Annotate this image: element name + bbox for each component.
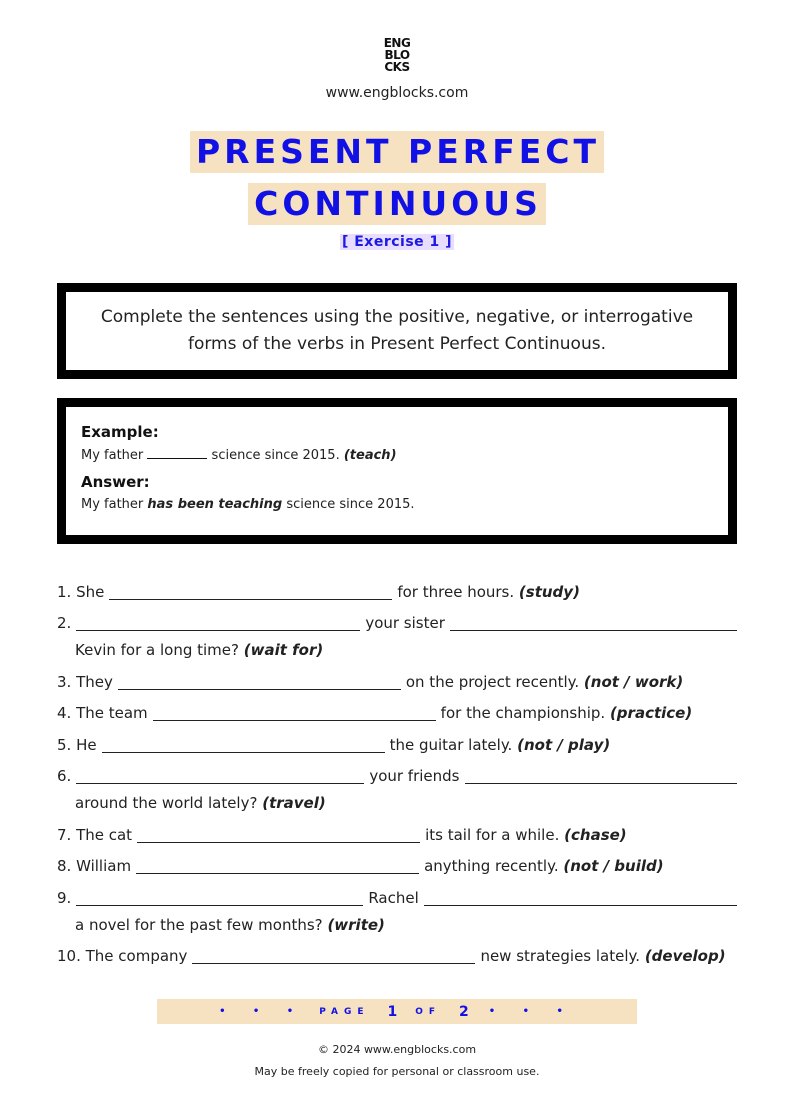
example-pre: My father [81,448,144,463]
question-9 [57,888,737,908]
answer-blank-2a[interactable] [76,615,360,631]
question-4-pre: 4. The team [57,704,148,722]
question-8-hint: (not / build) [563,857,664,875]
question-6-mid: your friends [369,767,460,785]
instructions-text: Complete the sentences using the positive, negative, or interrogative forms of the verbs in Present Perfect Continuous. [100,307,694,354]
question-1-hint: (study) [518,583,580,601]
example-label: Example: [81,423,159,441]
question-3-post: on the project recently. [405,673,580,691]
pager-total: 2 [459,1003,469,1020]
question-2-cont: Kevin for a long time? [75,641,239,659]
question-1 [57,582,737,602]
example-hint: (teach) [343,448,397,463]
footer-copyright: © 2024 www.engblocks.com [317,1043,477,1056]
question-9-continued [75,915,385,935]
answer-blank-7[interactable] [137,827,420,843]
question-1-post: for three hours. [397,583,515,601]
answer-blank-6b[interactable] [465,768,738,784]
question-4 [57,703,737,723]
question-10-post: new strategies lately. [480,947,641,965]
question-5-hint: (not / play) [517,736,611,754]
question-1-pre: 1. She [57,583,105,601]
question-7-pre: 7. The cat [57,826,133,844]
answer-blank-8[interactable] [136,858,419,874]
answer-post: science since 2015. [286,497,415,512]
question-7-post: its tail for a while. [425,826,560,844]
example-box [57,398,737,544]
logo-line-2: BLO [384,48,410,62]
exercise-label [0,231,794,250]
answer-blank-5[interactable] [102,737,385,753]
answer-blank-4[interactable] [153,705,436,721]
pager-dots-right: • • • [488,1006,575,1017]
question-10 [57,946,737,966]
question-5-post: the guitar lately. [389,736,513,754]
question-2-pre: 2. [57,614,72,632]
title-line-1: PRESENT PERFECT [190,131,604,173]
example-post: science since 2015. [211,448,340,463]
answer-blank-9b[interactable] [424,890,737,906]
example-sentence [81,447,713,463]
instructions-box [57,283,737,379]
question-4-hint: (practice) [609,704,693,722]
question-8-post: anything recently. [424,857,559,875]
answer-blank-3[interactable] [118,674,401,690]
engblocks-logo [0,37,794,73]
question-7-hint: (chase) [564,826,627,844]
answer-blank-10[interactable] [192,948,475,964]
question-3 [57,672,737,692]
example-blank [147,447,207,459]
question-4-post: for the championship. [440,704,606,722]
question-2-mid: your sister [365,614,445,632]
answer-blank-1[interactable] [109,584,392,600]
logo-line-3: CKS [384,60,410,74]
question-9-cont: a novel for the past few months? [75,916,323,934]
pager-current: 1 [387,1003,398,1020]
question-2-continued [75,640,323,660]
question-6-continued [75,793,326,813]
pager-dots-left: • • • [219,1006,306,1017]
question-6 [57,766,737,786]
pager-of-word: OF [415,1006,442,1017]
question-8 [57,856,737,876]
page-title [0,131,794,225]
question-10-pre: 10. The company [57,947,188,965]
question-6-cont: around the world lately? [75,794,258,812]
question-7 [57,825,737,845]
question-5 [57,735,737,755]
answer-blank-9a[interactable] [76,890,363,906]
answer-label: Answer: [81,473,150,491]
question-9-mid: Rachel [368,889,419,907]
page-indicator [157,999,637,1024]
question-9-pre: 9. [57,889,72,907]
answer-blank-2b[interactable] [450,615,737,631]
question-3-hint: (not / work) [583,673,684,691]
question-2-hint: (wait for) [243,641,324,659]
footer-license: May be freely copied for personal or classroom use. [254,1065,540,1078]
title-line-2: CONTINUOUS [248,183,546,225]
question-3-pre: 3. They [57,673,113,691]
question-9-hint: (write) [327,916,385,934]
question-6-hint: (travel) [262,794,326,812]
answer-fill: has been teaching [147,497,283,512]
logo-line-1: ENG [383,36,411,50]
question-10-hint: (develop) [644,947,726,965]
exercise-badge: [ Exercise 1 ] [341,234,453,250]
question-2 [57,613,737,633]
question-6-pre: 6. [57,767,72,785]
question-8-pre: 8. William [57,857,132,875]
question-5-pre: 5. He [57,736,97,754]
site-url: www.engblocks.com [325,85,469,101]
pager-page-word: PAGE [319,1006,370,1017]
answer-pre: My father [81,497,144,512]
answer-blank-6a[interactable] [76,768,364,784]
answer-sentence [81,497,713,512]
